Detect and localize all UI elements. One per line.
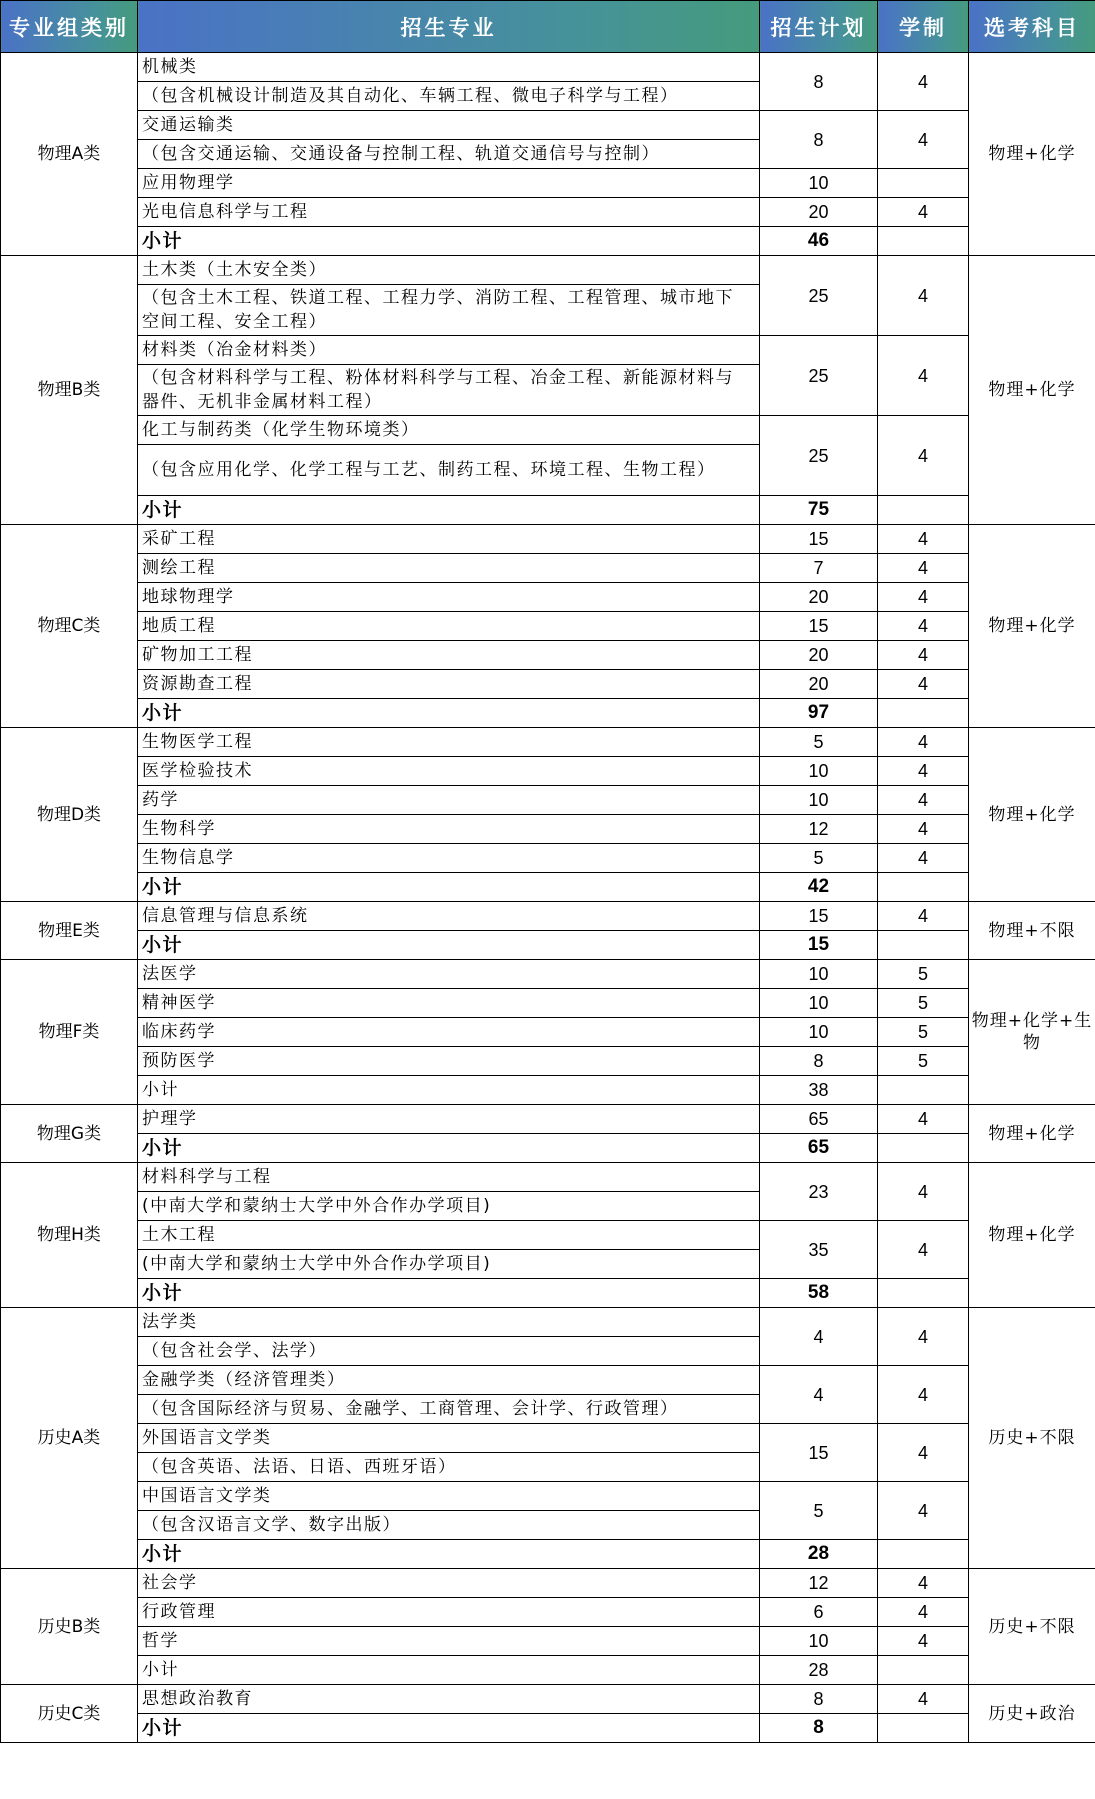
subtotal-row (1, 699, 1095, 728)
major-name-cell: 生物科学 (138, 815, 760, 844)
duration-cell: 4 (878, 1424, 969, 1482)
table-row (1, 728, 1095, 757)
duration-cell: 4 (878, 256, 969, 336)
subtotal-plan: 38 (760, 1076, 878, 1105)
plan-cell: 15 (760, 612, 878, 641)
table-row (1, 612, 1095, 641)
major-name-cell: 思想政治教育 (138, 1685, 760, 1714)
plan-cell: 15 (760, 525, 878, 554)
major-name-cell: 药学 (138, 786, 760, 815)
plan-cell: 20 (760, 641, 878, 670)
duration-cell: 4 (878, 670, 969, 699)
table-row (1, 1424, 1095, 1453)
subtotal-label: 小计 (138, 496, 760, 525)
major-name-cell: 精神医学 (138, 989, 760, 1018)
major-name-cell: 预防医学 (138, 1047, 760, 1076)
plan-cell: 5 (760, 1482, 878, 1540)
duration-cell: 4 (878, 198, 969, 227)
duration-cell: 4 (878, 336, 969, 416)
duration-cell: 4 (878, 111, 969, 169)
duration-cell: 4 (878, 53, 969, 111)
subtotal-row (1, 1279, 1095, 1308)
major-description-cell: （包含社会学、法学） (138, 1337, 760, 1366)
major-name-cell: 生物医学工程 (138, 728, 760, 757)
plan-cell: 8 (760, 53, 878, 111)
subjects-cell: 历史+不限 (969, 1569, 1095, 1685)
table-row (1, 1163, 1095, 1192)
major-description-cell: （包含英语、法语、日语、西班牙语） (138, 1453, 760, 1482)
duration-cell: 4 (878, 728, 969, 757)
subtotal-plan: 58 (760, 1279, 878, 1308)
subtotal-plan: 97 (760, 699, 878, 728)
duration-cell: 4 (878, 815, 969, 844)
subtotal-label: 小计 (138, 1279, 760, 1308)
major-name-cell: 材料科学与工程 (138, 1163, 760, 1192)
major-description-cell: (中南大学和蒙纳士大学中外合作办学项目) (138, 1250, 760, 1279)
plan-cell: 25 (760, 256, 878, 336)
subtotal-label: 小计 (138, 931, 760, 960)
column-header-subjects: 选考科目 (969, 1, 1095, 53)
subtotal-duration (878, 1656, 969, 1685)
major-name-cell: 土木类（土木安全类） (138, 256, 760, 285)
table-row (1, 554, 1095, 583)
table-row (1, 525, 1095, 554)
subtotal-plan: 75 (760, 496, 878, 525)
table-row (1, 336, 1095, 365)
major-name-cell: 社会学 (138, 1569, 760, 1598)
plan-cell: 5 (760, 728, 878, 757)
duration-cell: 4 (878, 641, 969, 670)
plan-cell: 10 (760, 1018, 878, 1047)
duration-cell: 4 (878, 554, 969, 583)
subtotal-duration (878, 227, 969, 256)
subjects-cell: 物理+化学 (969, 525, 1095, 728)
duration-cell (878, 169, 969, 198)
duration-cell: 4 (878, 786, 969, 815)
duration-cell: 4 (878, 1105, 969, 1134)
duration-cell: 4 (878, 757, 969, 786)
table-row (1, 1221, 1095, 1250)
major-name-cell: 应用物理学 (138, 169, 760, 198)
subtotal-plan: 28 (760, 1540, 878, 1569)
subtotal-row (1, 1134, 1095, 1163)
major-name-cell: 地质工程 (138, 612, 760, 641)
major-description-cell: （包含机械设计制造及其自动化、车辆工程、微电子科学与工程） (138, 82, 760, 111)
subtotal-label: 小计 (138, 1540, 760, 1569)
major-description-cell: （包含国际经济与贸易、金融学、工商管理、会计学、行政管理） (138, 1395, 760, 1424)
duration-cell: 4 (878, 1163, 969, 1221)
plan-cell: 12 (760, 815, 878, 844)
table-row (1, 902, 1095, 931)
plan-cell: 8 (760, 1685, 878, 1714)
plan-cell: 25 (760, 416, 878, 496)
group-name-cell: 历史B类 (1, 1569, 138, 1685)
subtotal-label: 小计 (138, 1134, 760, 1163)
table-row (1, 111, 1095, 140)
group-name-cell: 物理B类 (1, 256, 138, 525)
plan-cell: 4 (760, 1308, 878, 1366)
table-row (1, 583, 1095, 612)
duration-cell: 4 (878, 1685, 969, 1714)
duration-cell: 4 (878, 844, 969, 873)
major-description-cell: （包含材料科学与工程、粉体材料科学与工程、冶金工程、新能源材料与器件、无机非金属材料工程） (138, 365, 760, 416)
plan-cell: 25 (760, 336, 878, 416)
duration-cell: 5 (878, 989, 969, 1018)
subtotal-duration (878, 1076, 969, 1105)
duration-cell: 4 (878, 1366, 969, 1424)
plan-cell: 15 (760, 902, 878, 931)
plan-cell: 4 (760, 1366, 878, 1424)
table-row (1, 1627, 1095, 1656)
subtotal-row (1, 1540, 1095, 1569)
subtotal-duration (878, 1134, 969, 1163)
plan-cell: 20 (760, 198, 878, 227)
subtotal-row (1, 931, 1095, 960)
table-row (1, 1018, 1095, 1047)
column-header-plan: 招生计划 (760, 1, 878, 53)
major-name-cell: 信息管理与信息系统 (138, 902, 760, 931)
major-name-cell: 地球物理学 (138, 583, 760, 612)
subjects-cell: 物理+化学 (969, 256, 1095, 525)
table-header-row (1, 1, 1095, 53)
plan-cell: 10 (760, 169, 878, 198)
group-name-cell: 物理A类 (1, 53, 138, 256)
column-header-duration: 学制 (878, 1, 969, 53)
major-description-cell: （包含汉语言文学、数字出版） (138, 1511, 760, 1540)
duration-cell: 5 (878, 1047, 969, 1076)
duration-cell: 4 (878, 1627, 969, 1656)
plan-cell: 12 (760, 1569, 878, 1598)
subjects-cell: 物理+化学 (969, 53, 1095, 256)
subtotal-row (1, 1714, 1095, 1743)
subtotal-plan: 8 (760, 1714, 878, 1743)
table-row (1, 815, 1095, 844)
subtotal-plan: 46 (760, 227, 878, 256)
subtotal-duration (878, 873, 969, 902)
duration-cell: 4 (878, 902, 969, 931)
table-row (1, 1685, 1095, 1714)
major-name-cell: 金融学类（经济管理类） (138, 1366, 760, 1395)
table-row (1, 1569, 1095, 1598)
plan-cell: 10 (760, 989, 878, 1018)
major-name-cell: 土木工程 (138, 1221, 760, 1250)
duration-cell: 5 (878, 960, 969, 989)
major-name-cell: 材料类（冶金材料类） (138, 336, 760, 365)
plan-cell: 5 (760, 844, 878, 873)
table-row (1, 1047, 1095, 1076)
subtotal-row (1, 1076, 1095, 1105)
plan-cell: 20 (760, 583, 878, 612)
subtotal-duration (878, 1540, 969, 1569)
plan-cell: 8 (760, 111, 878, 169)
subtotal-duration (878, 1279, 969, 1308)
table-row (1, 989, 1095, 1018)
major-description-cell: （包含交通运输、交通设备与控制工程、轨道交通信号与控制） (138, 140, 760, 169)
subtotal-label: 小计 (138, 227, 760, 256)
major-name-cell: 交通运输类 (138, 111, 760, 140)
major-name-cell: 中国语言文学类 (138, 1482, 760, 1511)
major-name-cell: 生物信息学 (138, 844, 760, 873)
major-name-cell: 行政管理 (138, 1598, 760, 1627)
plan-cell: 6 (760, 1598, 878, 1627)
subtotal-plan: 65 (760, 1134, 878, 1163)
major-name-cell: 测绘工程 (138, 554, 760, 583)
major-name-cell: 法医学 (138, 960, 760, 989)
column-header-major: 招生专业 (138, 1, 760, 53)
subtotal-row (1, 1656, 1095, 1685)
subtotal-duration (878, 496, 969, 525)
group-name-cell: 物理H类 (1, 1163, 138, 1308)
subtotal-row (1, 227, 1095, 256)
major-description-cell: （包含应用化学、化学工程与工艺、制药工程、环境工程、生物工程） (138, 445, 760, 496)
duration-cell: 4 (878, 1482, 969, 1540)
plan-cell: 10 (760, 960, 878, 989)
plan-cell: 7 (760, 554, 878, 583)
subtotal-label: 小计 (138, 1656, 760, 1685)
major-name-cell: 哲学 (138, 1627, 760, 1656)
subtotal-label: 小计 (138, 699, 760, 728)
column-header-group: 专业组类别 (1, 1, 138, 53)
table-row (1, 786, 1095, 815)
group-name-cell: 物理D类 (1, 728, 138, 902)
group-name-cell: 历史C类 (1, 1685, 138, 1743)
duration-cell: 5 (878, 1018, 969, 1047)
subjects-cell: 物理+化学 (969, 1163, 1095, 1308)
plan-cell: 20 (760, 670, 878, 699)
major-description-cell: （包含土木工程、铁道工程、工程力学、消防工程、工程管理、城市地下空间工程、安全工程） (138, 285, 760, 336)
group-name-cell: 物理C类 (1, 525, 138, 728)
subjects-cell: 物理+化学+生物 (969, 960, 1095, 1105)
subtotal-plan: 42 (760, 873, 878, 902)
major-description-cell: (中南大学和蒙纳士大学中外合作办学项目) (138, 1192, 760, 1221)
duration-cell: 4 (878, 1598, 969, 1627)
plan-cell: 35 (760, 1221, 878, 1279)
plan-cell: 23 (760, 1163, 878, 1221)
subtotal-label: 小计 (138, 1714, 760, 1743)
subjects-cell: 物理+不限 (969, 902, 1095, 960)
plan-cell: 10 (760, 1627, 878, 1656)
group-name-cell: 物理F类 (1, 960, 138, 1105)
plan-cell: 8 (760, 1047, 878, 1076)
major-name-cell: 临床药学 (138, 1018, 760, 1047)
duration-cell: 4 (878, 416, 969, 496)
table-row (1, 1308, 1095, 1337)
table-row (1, 1482, 1095, 1511)
table-row (1, 416, 1095, 445)
major-name-cell: 法学类 (138, 1308, 760, 1337)
subtotal-plan: 28 (760, 1656, 878, 1685)
subjects-cell: 历史+政治 (969, 1685, 1095, 1743)
duration-cell: 4 (878, 1308, 969, 1366)
group-name-cell: 历史A类 (1, 1308, 138, 1569)
group-name-cell: 物理G类 (1, 1105, 138, 1163)
major-name-cell: 外国语言文学类 (138, 1424, 760, 1453)
table-row (1, 960, 1095, 989)
table-row (1, 256, 1095, 285)
major-name-cell: 化工与制药类（化学生物环境类） (138, 416, 760, 445)
subtotal-label: 小计 (138, 1076, 760, 1105)
table-row (1, 1105, 1095, 1134)
plan-cell: 10 (760, 786, 878, 815)
table-row (1, 641, 1095, 670)
subjects-cell: 历史+不限 (969, 1308, 1095, 1569)
subtotal-row (1, 496, 1095, 525)
table-row (1, 53, 1095, 82)
subtotal-plan: 15 (760, 931, 878, 960)
duration-cell: 4 (878, 525, 969, 554)
table-row (1, 169, 1095, 198)
plan-cell: 65 (760, 1105, 878, 1134)
major-name-cell: 资源勘查工程 (138, 670, 760, 699)
plan-cell: 15 (760, 1424, 878, 1482)
duration-cell: 4 (878, 1569, 969, 1598)
table-row (1, 1366, 1095, 1395)
subtotal-label: 小计 (138, 873, 760, 902)
major-name-cell: 矿物加工工程 (138, 641, 760, 670)
subjects-cell: 物理+化学 (969, 728, 1095, 902)
table-row (1, 844, 1095, 873)
major-name-cell: 光电信息科学与工程 (138, 198, 760, 227)
subtotal-duration (878, 699, 969, 728)
table-body (1, 53, 1095, 1743)
table-row (1, 757, 1095, 786)
duration-cell: 4 (878, 612, 969, 641)
subjects-cell: 物理+化学 (969, 1105, 1095, 1163)
major-name-cell: 机械类 (138, 53, 760, 82)
major-name-cell: 医学检验技术 (138, 757, 760, 786)
subtotal-duration (878, 1714, 969, 1743)
table-row (1, 670, 1095, 699)
table-row (1, 198, 1095, 227)
plan-cell: 10 (760, 757, 878, 786)
duration-cell: 4 (878, 1221, 969, 1279)
major-name-cell: 护理学 (138, 1105, 760, 1134)
major-name-cell: 采矿工程 (138, 525, 760, 554)
table-row (1, 1598, 1095, 1627)
group-name-cell: 物理E类 (1, 902, 138, 960)
duration-cell: 4 (878, 583, 969, 612)
subtotal-duration (878, 931, 969, 960)
subtotal-row (1, 873, 1095, 902)
